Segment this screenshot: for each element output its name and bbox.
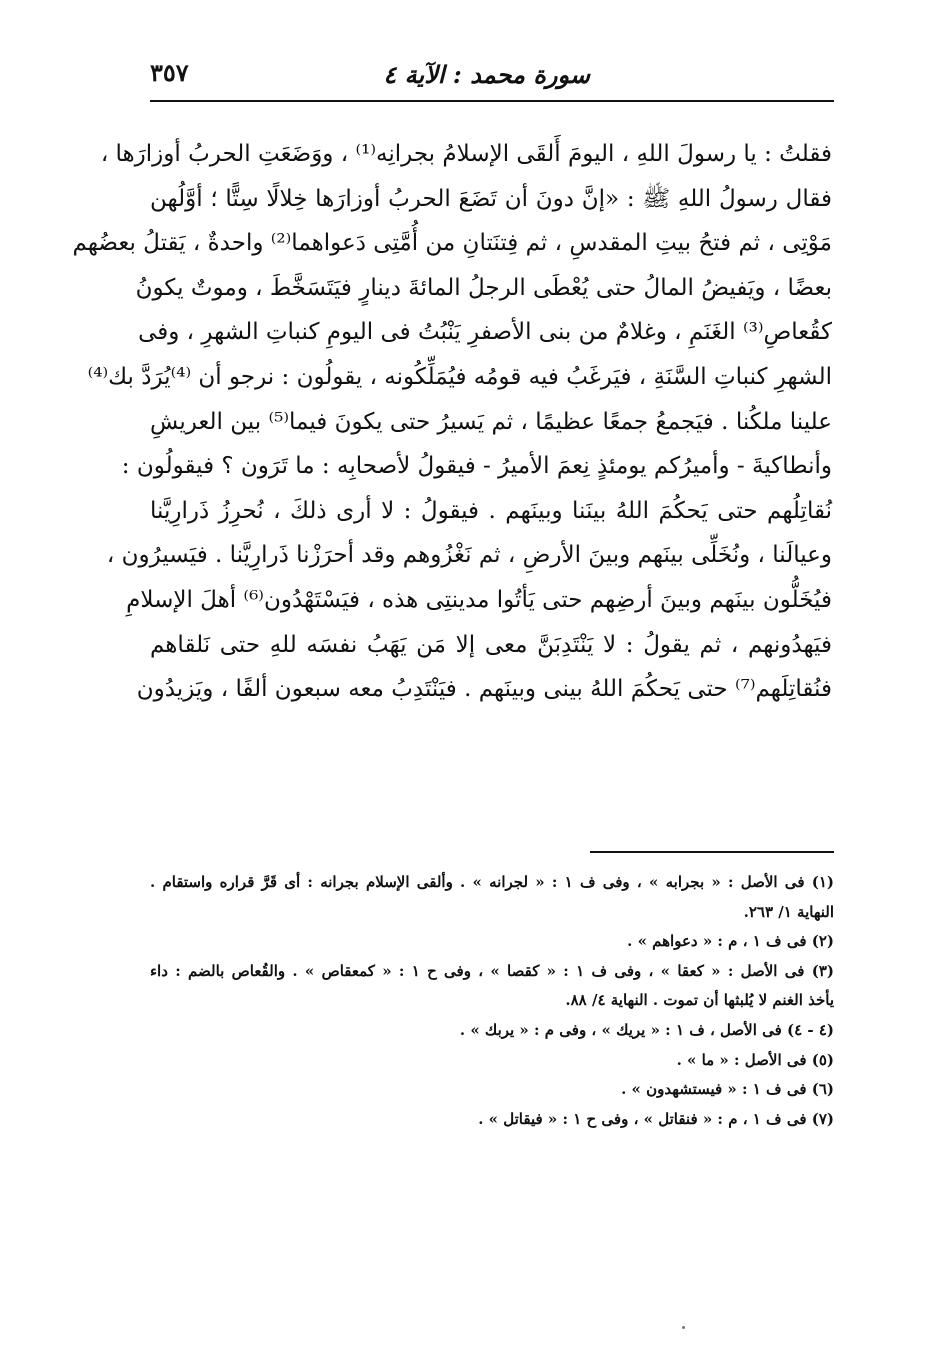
text-line: بعضًا ، ويَفيضُ المالُ حتى يُعْطَى الرجلُ المائةَ دينارٍ فيَتَسَخَّطَ ، وموتٌ يكونُ bbox=[135, 274, 832, 301]
text-line: نُقاتِلُهم حتى يَحكُمَ اللهُ بينَنا وبينَهم . فيقولُ : لا أرى ذلكَ ، نُحرِزُ ذَرارِيَّنا bbox=[150, 497, 832, 524]
footnote-line: يأخذ الغنم لا يُلبثها أن تموت . النهاية ٤/ ٨٨. bbox=[565, 991, 834, 1010]
text-line: علينا ملكُنا . فيَجمعُ جمعًا عظيمًا ، ثم يَسيرُ حتى يكونَ فيما⁽⁵⁾ بين العريشِ bbox=[150, 408, 833, 435]
main-text bbox=[72, 132, 833, 712]
text-line: الشهرِ كنباتِ السَّنَةِ ، فيَرغَبُ فيه قومُه فيُمَلِّكُونه ، يقولُون : نرجو أن ⁽⁴⁾يُرَدَّ بك⁽⁴⁾ bbox=[87, 363, 832, 390]
footnote-line: (١) فى الأصل : « بجرابه » ، وفى ف ١ : « لجرانه » . وألقى الإسلام بجرانه : أى قَرَّ قراره واستقام . bbox=[150, 873, 834, 891]
text-line: فيُخَلُّون بينَهم وبينَ أرضِهم حتى يَأتُوا مدينتِى هذه ، فيَسْتَهْدُون⁽⁶⁾ أهلَ الإسلامِ bbox=[126, 586, 832, 613]
page-number: ٣٥٧ bbox=[150, 58, 189, 87]
footnote-line: (٤ - ٤) فى الأصل ، ف ١ : « يريك » ، وفى م : « يربك » . bbox=[459, 1020, 834, 1039]
footnote-line: (٣) فى الأصل : « كعقا » ، وفى ف ١ : « كقصا » ، وفى ح ١ : « كمعقاص » . والقُعاص بالضم : داء bbox=[150, 961, 834, 980]
text-line: فيَهدُونهم ، ثم يقولُ : لا يَنْتَدِبَنَّ معى إلا مَن يَهَبُ نفسَه للهِ حتى نَلقاهم bbox=[150, 631, 832, 658]
scan-speck bbox=[682, 1326, 685, 1329]
text-line: كقُعاصِ⁽³⁾ الغَنَمِ ، وغلامٌ من بنى الأصفرِ يَنْبُتُ فى اليومِ كنباتِ الشهرِ ، وفى bbox=[138, 319, 832, 346]
text-line: فقال رسولُ اللهِ ﷺ : «إنَّ دونَ أن تَضَعَ الحربُ أوزارَها خِلالًا سِتًّا ؛ أوَّلُهن bbox=[150, 185, 832, 212]
footnote-line: النهاية ١/ ٢٦٣. bbox=[743, 902, 834, 921]
text-line: فنُقاتِلَهم⁽⁷⁾ حتى يَحكُمَ اللهُ بينى وبينَهم . فيَنْتَدِبُ معه سبعون ألفًا ، ويَزيدُون bbox=[136, 676, 832, 703]
text-line: وأنطاكيةَ - وأميرُكم يومئذٍ نِعمَ الأميرُ - فيقولُ لأصحابِه : ما تَرَون ؟ فيقولُون : bbox=[121, 453, 832, 480]
footnotes bbox=[150, 868, 834, 1134]
footnote-rule bbox=[590, 851, 834, 853]
text-line: وعيالَنا ، ونُخَلِّى بينَهم وبينَ الأرضِ ، ثم نَغْزُوهم وقد أحرَزْنا ذَرارِيَّنا . فيَسيرُون ، bbox=[106, 542, 832, 569]
footnote-line: (٦) فى ف ١ : « فيستشهدون » . bbox=[621, 1080, 834, 1099]
text-line: مَوْتِى ، ثم فتحُ بيتِ المقدسِ ، ثم فِتنَتانِ من أُمَّتِى دَعواهما⁽²⁾ واحدةٌ ، يَقتلُ بعضُهم bbox=[72, 230, 832, 257]
header-title: سورة محمد : الآية ٤ bbox=[383, 60, 590, 89]
text-line: فقلتُ : يا رسولَ اللهِ ، اليومَ أَلقَى الإسلامُ بجرانِه⁽¹⁾ ، ووَضَعَتِ الحربُ أوزارَها ، bbox=[100, 141, 832, 167]
footnote-line: (٧) فى ف ١ ، م : « فنقاتل » ، وفى ح ١ : « فيقاتل » . bbox=[478, 1109, 834, 1128]
footnote-line: (٢) فى ف ١ ، م : « دعواهم » . bbox=[627, 932, 834, 951]
running-header bbox=[150, 52, 830, 96]
footnote-line: (٥) فى الأصل : « ما » . bbox=[676, 1050, 834, 1069]
header-rule bbox=[150, 100, 834, 102]
